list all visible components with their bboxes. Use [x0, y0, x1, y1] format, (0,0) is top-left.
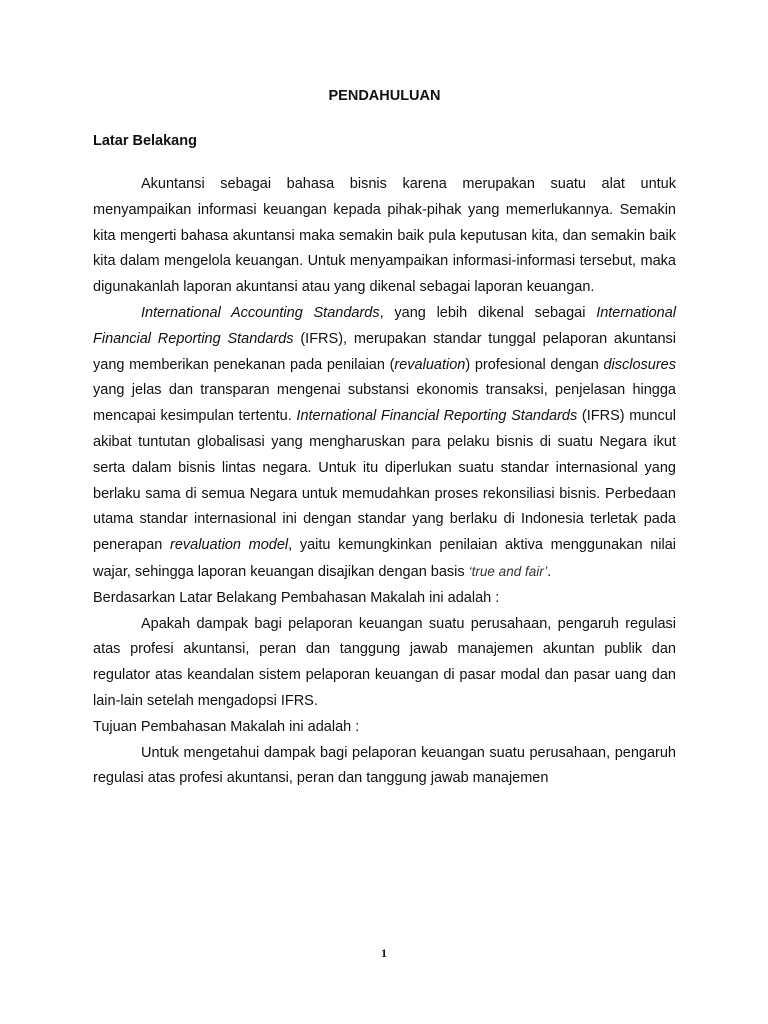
text-run: .: [547, 563, 552, 580]
text-run: (IFRS), merupakan standar tunggal pelaporan akuntansi yang memberikan penekanan pada penilaian (: [93, 330, 676, 373]
text-italic: International Financial Reporting Standards: [93, 304, 676, 347]
text-run: , yaitu kemungkinkan penilaian aktiva menggunakan nilai wajar, sehingga laporan keuangan disajikan dengan basis: [93, 537, 676, 580]
text-run: , yang lebih dikenal sebagai: [379, 304, 597, 321]
text-quote: ‘true and fair’: [468, 563, 548, 579]
paragraph-ifrs: [93, 301, 676, 586]
text-italic: International Financial Reporting Standards: [296, 408, 578, 425]
section-heading: Latar Belakang: [93, 133, 197, 149]
page-number: 1: [381, 946, 387, 960]
text-run: yang jelas dan transparan mengenai substansi ekonomis transaksi, penjelasan hingga mencapai kesimpulan tertentu.: [93, 382, 676, 425]
text-run: ) profesional dengan: [465, 356, 604, 373]
text-run: (IFRS) muncul akibat tuntutan globalisasi yang mengharuskan para pelaku bisnis di suatu Negara ikut serta dalam bisnis lintas negara. Untuk itu diperlukan suatu standar internasional yang berlaku sama di semua Negara untuk memudahkan proses rekonsiliasi bisnis. Perbedaan utama standar internasional ini dengan standar yang berlaku di Indonesia terletak pada penerapan: [93, 408, 676, 554]
text-italic: International Accounting Standards: [141, 304, 380, 321]
text-italic: disclosures: [603, 356, 676, 373]
paragraph-purpose: Untuk mengetahui dampak bagi pelaporan keuangan suatu perusahaan, pengaruh regulasi atas profesi akuntansi, peran dan tanggung jawab manajemen: [93, 744, 676, 787]
paragraph-intro: Akuntansi sebagai bahasa bisnis karena merupakan suatu alat untuk menyampaikan informasi keuangan kepada pihak-pihak yang memerlukannya. Semakin kita mengerti bahasa akuntansi maka semakin baik pula keputusan kita, dan semakin baik kita dalam mengelola keuangan. Untuk menyampaikan informasi-informasi tersebut, maka digunakanlah laporan akuntansi atau yang dikenal sebagai laporan keuangan.: [93, 176, 676, 296]
paragraph-background-question-lead: Berdasarkan Latar Belakang Pembahasan Makalah ini adalah :: [93, 589, 500, 606]
paragraph-question: Apakah dampak bagi pelaporan keuangan suatu perusahaan, pengaruh regulasi atas profesi akuntansi, peran dan tanggung jawab manajemen akuntan publik dan regulator atas keandalan sistem pelaporan keuangan di pasar modal dan pasar uang dan lain-lain setelah mengadopsi IFRS.: [93, 615, 676, 709]
paragraph-purpose-lead: Tujuan Pembahasan Makalah ini adalah :: [93, 718, 360, 735]
page-title: PENDAHULUAN: [328, 88, 441, 104]
text-italic: revaluation: [394, 356, 466, 373]
document-body: [93, 86, 676, 792]
text-italic: revaluation model: [170, 537, 289, 554]
